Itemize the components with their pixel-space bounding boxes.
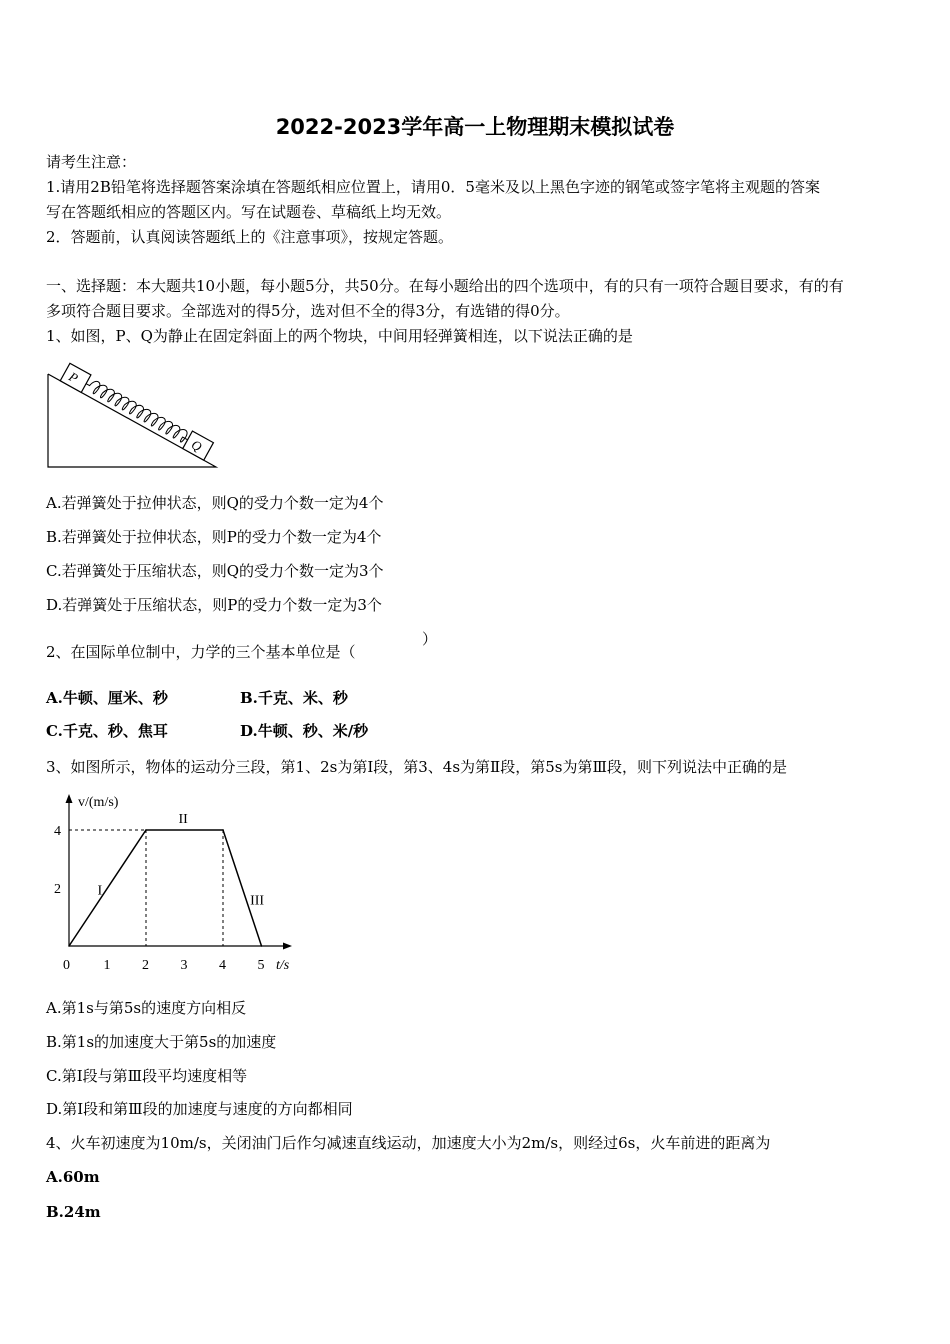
q3-option-b: B.第1s的加速度大于第5s的加速度 bbox=[46, 1033, 277, 1051]
q1-option-a: A.若弹簧处于拉伸状态，则Q的受力个数一定为4个 bbox=[46, 494, 384, 512]
q3-option-a: A.第1s与第5s的速度方向相反 bbox=[46, 999, 247, 1017]
block-q-label: Q bbox=[188, 436, 205, 455]
notice-item-1: 1.请用2B铅笔将选择题答案涂填在答题纸相应位置上，请用0．5毫米及以上黑色字迹的钢笔或签字笔将主观题的答案 bbox=[46, 178, 820, 196]
x-axis-arrow bbox=[283, 943, 292, 950]
data-point bbox=[68, 945, 70, 947]
page-title: 2022-2023学年高一上物理期末模拟试卷 bbox=[275, 115, 675, 139]
y-tick-label: 2 bbox=[54, 882, 61, 897]
section-instruction: 一、选择题：本大题共10小题，每小题5分，共50分。在每小题给出的四个选项中，有的只有一项符合题目要求，有的有 bbox=[46, 277, 844, 295]
x-tick-label: 4 bbox=[219, 958, 226, 973]
q1-option-d: D.若弹簧处于压缩状态，则P的受力个数一定为3个 bbox=[46, 596, 382, 614]
q4-stem: 4、火车初速度为10m/s，关闭油门后作匀减速直线运动，加速度大小为2m/s，则经过6s，火车前进的距离为 bbox=[46, 1134, 771, 1152]
q2-paren-close: ） bbox=[422, 630, 438, 648]
y-tick-label: 4 bbox=[54, 824, 61, 839]
q2-option-c: C.千克、秒、焦耳 bbox=[46, 722, 168, 740]
data-point bbox=[145, 829, 147, 831]
q1-incline-figure bbox=[44, 360, 224, 472]
notice-item-2: 2．答题前，认真阅读答题纸上的《注意事项》，按规定答题。 bbox=[46, 228, 454, 246]
notice-heading: 请考生注意： bbox=[46, 153, 137, 171]
section-instruction-cont: 多项符合题目要求。全部选对的得5分，选对但不全的得3分，有选错的得0分。 bbox=[46, 302, 570, 320]
q2-option-b: B.千克、米、秒 bbox=[240, 689, 348, 707]
q4-option-b: B.24m bbox=[46, 1203, 101, 1221]
x-tick-label: 0 bbox=[63, 958, 70, 973]
segment-label: III bbox=[250, 893, 265, 909]
q4-option-a: A.60m bbox=[46, 1168, 100, 1186]
x-tick-label: 3 bbox=[180, 958, 188, 973]
q3-option-c: C.第Ⅰ段与第Ⅲ段平均速度相等 bbox=[46, 1067, 248, 1085]
q1-stem: 1、如图，P、Q为静止在固定斜面上的两个物块，中间用轻弹簧相连，以下说法正确的是 bbox=[46, 327, 633, 345]
y-axis-label: v/(m/s) bbox=[78, 795, 119, 810]
data-point bbox=[261, 945, 263, 947]
data-point bbox=[222, 829, 224, 831]
x-axis-label: t/s bbox=[276, 958, 290, 973]
notice-item-1-cont: 写在答题纸相应的答题区内。写在试题卷、草稿纸上均无效。 bbox=[46, 203, 452, 221]
q2-option-d: D.牛顿、秒、米/秒 bbox=[240, 722, 369, 740]
q2-option-a: A.牛顿、厘米、秒 bbox=[46, 689, 168, 707]
q3-option-d: D.第Ⅰ段和第Ⅲ段的加速度与速度的方向都相同 bbox=[46, 1100, 353, 1118]
q3-stem: 3、如图所示，物体的运动分三段，第1、2s为第Ⅰ段，第3、4s为第Ⅱ段，第5s为第Ⅲ段，则下列说法中正确的是 bbox=[46, 758, 787, 776]
x-tick-label: 1 bbox=[103, 958, 111, 973]
segment-label: I bbox=[97, 883, 103, 899]
q3-vt-chart bbox=[44, 786, 304, 978]
segment-label: II bbox=[178, 812, 188, 827]
spring bbox=[84, 377, 192, 444]
q1-option-b: B.若弹簧处于拉伸状态，则P的受力个数一定为4个 bbox=[46, 528, 382, 546]
y-axis-arrow bbox=[66, 794, 73, 803]
x-tick-label: 2 bbox=[142, 958, 149, 973]
block-p-label: P bbox=[66, 368, 81, 386]
q2-stem: 2、在国际单位制中，力学的三个基本单位是（ bbox=[46, 643, 356, 661]
x-tick-label: 5 bbox=[257, 958, 265, 973]
q1-option-c: C.若弹簧处于压缩状态，则Q的受力个数一定为3个 bbox=[46, 562, 384, 580]
